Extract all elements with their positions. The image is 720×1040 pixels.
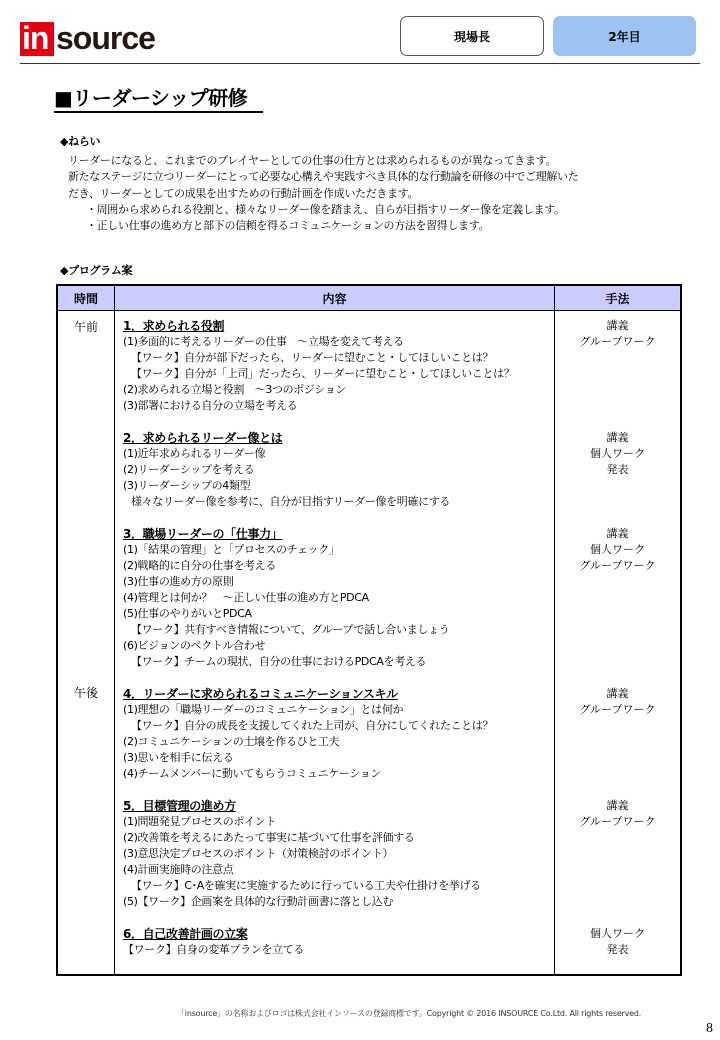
- section-title: 6．自己改善計画の立案: [123, 927, 248, 941]
- method-item: グループワーク: [579, 559, 656, 572]
- methods-section-6: [555, 926, 680, 958]
- method-item: 講義: [606, 319, 629, 332]
- section-3: [123, 526, 555, 670]
- method-item: 個人ワーク: [590, 447, 645, 460]
- section-line: (2)改善策を考えるにあたって事実に基づいて仕事を評価する: [123, 831, 415, 844]
- section-line: 【ワーク】C･Aを確実に実施するために行っている工夫や仕掛けを挙げる: [131, 879, 481, 892]
- section-line: (3)仕事の進め方の原則: [123, 575, 234, 588]
- method-item: 講義: [606, 431, 629, 444]
- section-line: (1)「結果の管理」と「プロセスのチェック」: [123, 543, 340, 556]
- section-line: 【ワーク】自分が部下だったら、リーダーに望むこと・してほしいことは？: [131, 351, 494, 364]
- aim-line: 新たなステージに立つリーダーにとって必要な心構えや実践すべき具体的な行動論を研修の中でご理解いた: [68, 170, 579, 184]
- section-line: (1)理想の「職場リーダーのコミュニケーション」とは何か: [123, 703, 404, 716]
- aim-text: [68, 153, 688, 234]
- section-2: [123, 430, 555, 510]
- section-line: (3)思いを相手に伝える: [123, 751, 234, 764]
- column-divider: [114, 286, 115, 974]
- methods-section-4: [555, 686, 680, 718]
- aim-line: だき、リーダーとしての成果を出すための行動計画を作成いただきます。: [68, 186, 419, 200]
- logo-text-in: in: [22, 20, 49, 56]
- section-line: (4)管理とは何か？ ～正しい仕事の進め方とPDCA: [123, 591, 369, 604]
- section-line: (1)近年求められるリーダー像: [123, 447, 266, 460]
- title-underline: [54, 111, 263, 113]
- section-line: 様々なリーダー像を参考に、自分が目指すリーダー像を明確にする: [131, 495, 451, 508]
- section-title: 1．求められる役割: [123, 319, 225, 333]
- section-line: 【ワーク】自分が「上司」だったら、リーダーに望むこと・してほしいことは？: [131, 367, 515, 380]
- section-line: 【ワーク】自身の変革プランを立てる: [123, 943, 305, 956]
- section-line: (4)計画実施時の注意点: [123, 863, 234, 876]
- method-item: 個人ワーク: [590, 543, 645, 556]
- method-item: 講義: [606, 687, 629, 700]
- program-content: [123, 318, 555, 974]
- methods-section-1: [555, 318, 680, 350]
- method-item: 発表: [606, 463, 629, 476]
- section-title: 4．リーダーに求められるコミュニケーションスキル: [123, 687, 398, 701]
- section-1: [123, 318, 555, 414]
- method-item: グループワーク: [579, 703, 656, 716]
- section-line: 【ワーク】チームの現状、自分の仕事におけるPDCAを考える: [131, 655, 427, 668]
- page-title: ■リーダーシップ研修: [54, 86, 248, 110]
- section-line: (2)コミュニケーションの土壌を作るひと工夫: [123, 735, 340, 748]
- program-table: [56, 284, 682, 976]
- section-line: (6)ビジョンのベクトル合わせ: [123, 639, 266, 652]
- section-line: (2)求められる立場と役割 ～3つのポジション: [123, 383, 347, 396]
- section-line: (3)リーダーシップの4類型: [123, 479, 251, 492]
- section-title: 5．目標管理の進め方: [123, 799, 236, 813]
- methods-section-2: [555, 430, 680, 478]
- method-item: 講義: [606, 799, 629, 812]
- header-time: 時間: [73, 291, 98, 306]
- header-method: 手法: [605, 291, 630, 306]
- section-line: (3)意思決定プロセスのポイント（対策検討のポイント）: [123, 847, 394, 860]
- section-line: (3)部署における自分の立場を考える: [123, 399, 298, 412]
- aim-bullet: ・周囲から求められる役割と、様々なリーダー像を踏まえ、自らが目指すリーダー像を定義します。: [86, 202, 565, 216]
- method-item: 発表: [606, 943, 629, 956]
- copyright-notice: 「insource」の名称およびロゴは株式会社インソースの登録商標です。Copyright © 2016 INSOURCE Co.Ltd. All rights reserved.: [177, 1009, 642, 1018]
- section-line: 【ワーク】自分の成長を支援してくれた上司が、自分にしてくれたことは？: [131, 719, 494, 732]
- insource-logo: [20, 20, 155, 56]
- section-line: (1)問題発見プロセスのポイント: [123, 815, 276, 828]
- header-divider: [20, 63, 700, 64]
- section-title: 3．職場リーダーの「仕事力」: [123, 527, 283, 541]
- method-item: グループワーク: [579, 335, 656, 348]
- method-item: 個人ワーク: [590, 927, 645, 940]
- aim-line: リーダーになると、これまでのプレイヤーとしての仕事の仕方とは求められるものが異なってきます。: [68, 154, 557, 167]
- table-header-row: [58, 286, 680, 311]
- year-badge: 2年目: [553, 16, 696, 56]
- section-6: [123, 926, 555, 958]
- aim-label: ◆ねらい: [60, 135, 101, 148]
- section-title: 2．求められるリーダー像とは: [123, 431, 283, 445]
- section-5: [123, 798, 555, 910]
- method-item: グループワーク: [579, 815, 656, 828]
- role-badge: 現場長: [400, 16, 544, 56]
- section-line: 【ワーク】共有すべき情報について、グループで話し合いましょう: [131, 623, 450, 636]
- header-content: 内容: [322, 291, 347, 306]
- section-line: (5)仕事のやりがいとPDCA: [123, 607, 252, 620]
- section-line: (4)チームメンバーに動いてもらうコミュニケーション: [123, 767, 382, 780]
- section-line: (1)多面的に考えるリーダーの仕事 ～立場を変えて考える: [123, 335, 404, 348]
- section-line: (2)リーダーシップを考える: [123, 463, 255, 476]
- methods-section-5: [555, 798, 680, 830]
- method-item: 講義: [606, 527, 629, 540]
- program-label: ◆プログラム案: [60, 264, 133, 277]
- section-line: (5)【ワーク】企画案を具体的な行動計画書に落とし込む: [123, 895, 394, 908]
- methods-section-3: [555, 526, 680, 574]
- time-afternoon: 午後: [73, 686, 98, 700]
- section-line: (2)戦略的に自分の仕事を考える: [123, 559, 276, 572]
- aim-bullet: ・正しい仕事の進め方と部下の信頼を得るコミュニケーションの方法を習得します。: [86, 219, 490, 233]
- page-number: 8: [706, 1021, 713, 1036]
- section-4: [123, 686, 555, 782]
- time-morning: 午前: [73, 320, 98, 334]
- logo-text-source: source: [56, 20, 155, 56]
